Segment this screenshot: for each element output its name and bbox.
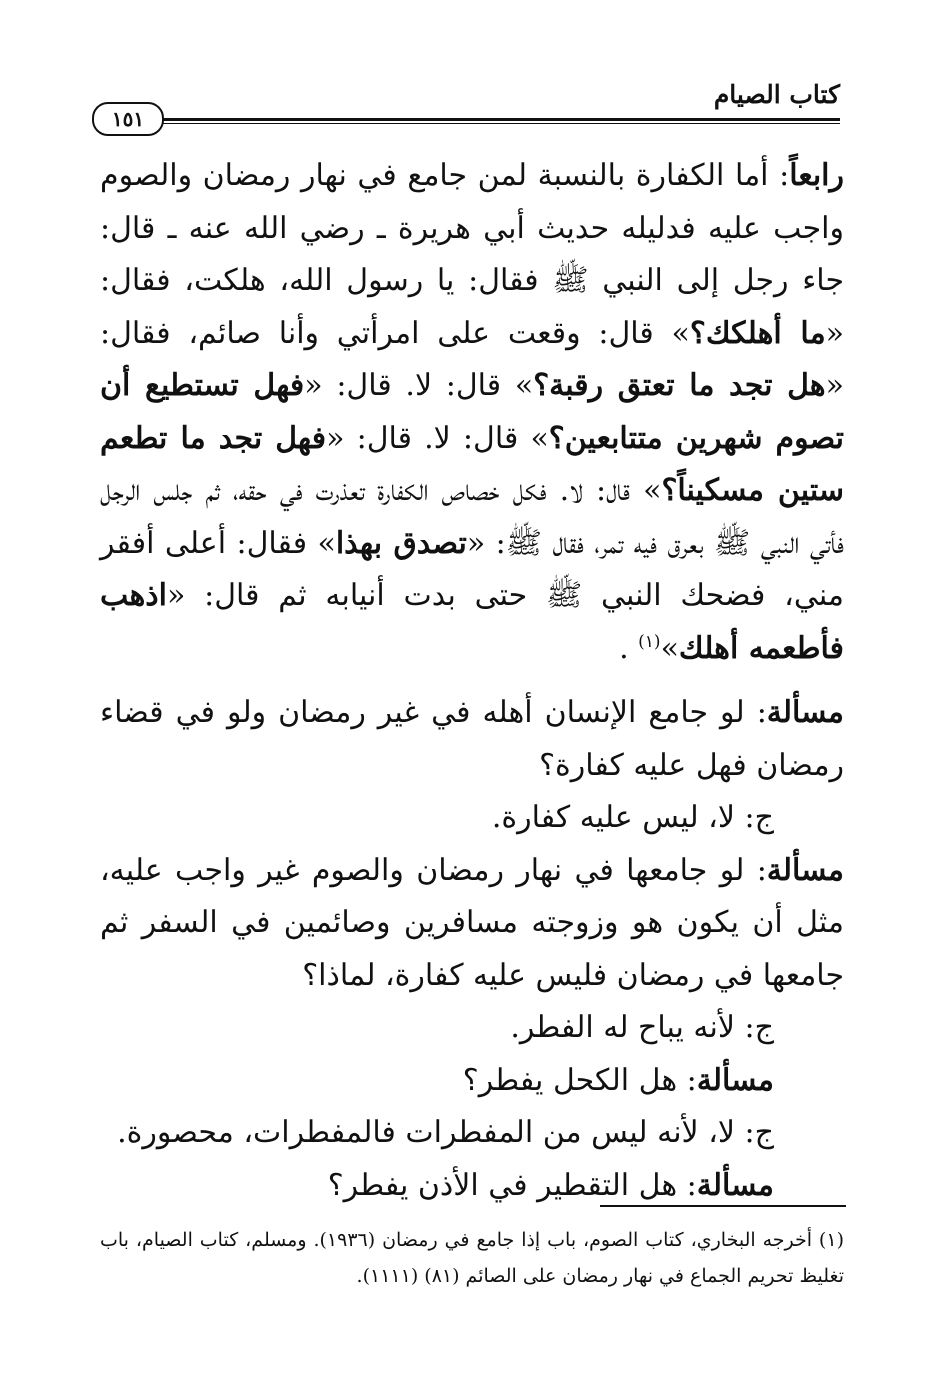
footnote-1: (١) أخرجه البخاري، كتاب الصوم، باب إذا جامع في رمضان (١٩٣٦). ومسلم، كتاب الصيام، باب تغليظ تحريم الجماع في نهار رمضان على الصائم (٨١) (١١١١).	[100, 1229, 844, 1287]
question-text: : لو جامعها في نهار رمضان والصوم غير واجب عليه، مثل أن يكون هو وزوجته مسافرين وصائمين في السفر ثم جامعها في رمضان فليس عليه كفارة، لماذا؟	[100, 852, 844, 993]
para-text: : أما الكفارة بالنسبة لمن جامع في نهار رمضان والصوم واجب عليه فدليله حديث أبي هريرة ـ رضي الله عنه ـ قال: جاء رجل إلى النبي ﷺ فقال: يا رسول الله، هلكت، فقال: «	[100, 158, 845, 351]
footnote-marker: (١)	[638, 631, 661, 652]
question-label: مسألة	[766, 695, 844, 730]
para-text: » قال: لا. فكل خصاص الكفارة تعذرت في حقه، ثم جلس الرجل فأتي النبي ﷺ بعرق فيه تمر، فقال ﷺ: «	[100, 473, 845, 561]
hadith-quote: تصدق بهذا	[335, 525, 467, 561]
page-number: ١٥١	[92, 102, 164, 136]
question-text: : هل الكحل يفطر؟	[462, 1062, 697, 1098]
main-text	[100, 150, 844, 1212]
header-rule-thick	[150, 118, 840, 121]
question-qada	[100, 687, 844, 792]
answer-kohl: ج: لا، لأنه ليس من المفطرات فالمفطرات، محصورة.	[117, 1115, 774, 1150]
header-rule	[150, 118, 840, 126]
para-text: » قال: وقعت على امرأتي وأنا صائم، فقال: «	[100, 315, 844, 403]
para-text: » فقال: أعلى أفقر مني، فضحك النبي ﷺ حتى بدت أنيابه ثم قال: «	[100, 525, 844, 613]
question-kohl	[100, 1055, 844, 1108]
para-lead-label: رابعاً	[789, 158, 844, 193]
chapter-title: كتاب الصيام	[713, 80, 840, 109]
question-traveler	[100, 845, 844, 1003]
para-text: »	[660, 630, 679, 666]
question-label: مسألة	[696, 1062, 774, 1098]
question-label: مسألة	[696, 1167, 774, 1203]
page-header	[92, 68, 840, 130]
para-text: » قال: لا. قال: «	[304, 368, 534, 403]
footnotes	[100, 1222, 844, 1294]
hadith-quote: فهل تجد ما تطعم ستين مسكيناً؟	[100, 420, 845, 508]
para-text: .	[619, 630, 639, 666]
question-label: مسألة	[766, 852, 844, 888]
paragraph-fourth-point	[100, 150, 844, 675]
question-text: : هل التقطير في الأذن يفطر؟	[327, 1167, 697, 1203]
answer-qada: ج: لا، ليس عليه كفارة.	[491, 800, 774, 835]
hadith-quote: ما أهلكك؟	[689, 315, 826, 351]
hadith-quote: هل تجد ما تعتق رقبة؟	[533, 368, 826, 403]
hadith-quote: فهل تستطيع أن تصوم شهرين متتابعين؟	[100, 368, 844, 456]
answer-traveler: ج: لأنه يباح له الفطر.	[510, 1010, 774, 1045]
hadith-quote: اذهب فأطعمه أهلك	[100, 578, 844, 666]
header-rule-thin	[150, 123, 840, 124]
para-text: » قال: لا. قال: «	[326, 420, 549, 456]
footnote-separator	[600, 1205, 846, 1207]
question-text: : لو جامع الإنسان أهله في غير رمضان ولو في قضاء رمضان فهل عليه كفارة؟	[100, 695, 844, 783]
